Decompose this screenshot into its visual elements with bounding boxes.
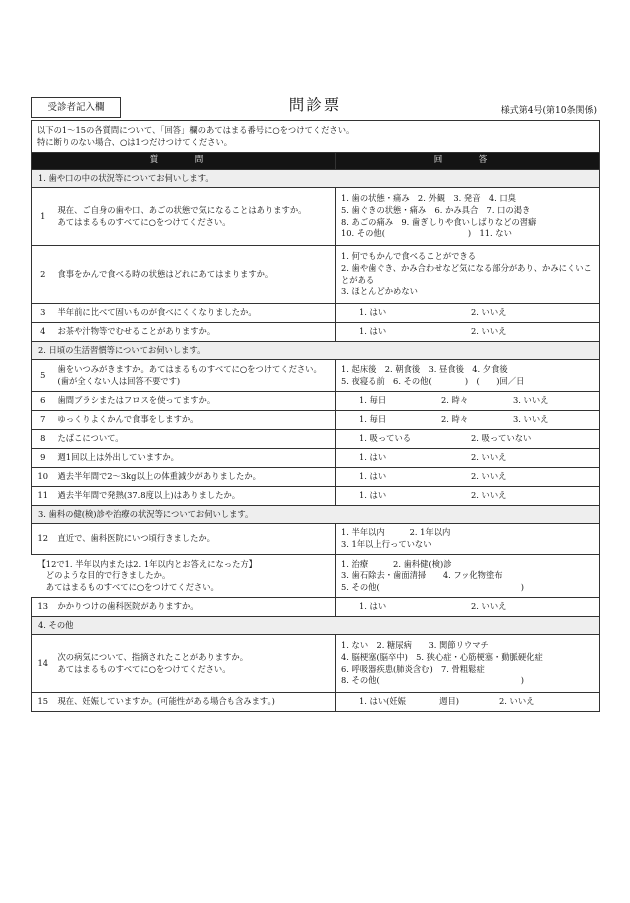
answer-option[interactable]: 1. はい <box>359 601 387 612</box>
question-row <box>32 360 600 392</box>
question-row <box>32 392 600 411</box>
answer-options[interactable] <box>336 449 600 468</box>
answer-option[interactable]: 1. はい <box>359 326 387 337</box>
question-text: 週1回以上は外出していますか。 <box>54 449 336 468</box>
answer-options[interactable] <box>336 188 600 246</box>
answer-line[interactable]: 5. 歯ぐきの状態・痛み 6. かみ具合 7. 口の渇き <box>341 204 531 215</box>
question-number: 2 <box>32 246 54 304</box>
question-number: 14 <box>32 635 54 693</box>
question-row <box>32 598 600 617</box>
section-heading: 1. 歯や口の中の状況等についてお伺いします。 <box>32 170 600 188</box>
question-line: あてはまるものすべてに○をつけてください。 <box>57 663 231 674</box>
answer-option[interactable]: 1. 毎日 <box>359 414 387 425</box>
answer-option[interactable]: 3. いいえ <box>513 395 549 406</box>
question-line: どのような目的で行きましたか。 <box>37 570 171 581</box>
answer-options[interactable] <box>336 430 600 449</box>
question-row <box>32 304 600 323</box>
question-number: 15 <box>32 693 54 712</box>
answer-line[interactable]: 2. 歯や歯ぐき、かみ合わせなど気になる部分があり、かみにくいことがある <box>341 262 592 285</box>
question-number: 8 <box>32 430 54 449</box>
question-row <box>32 468 600 487</box>
answer-option[interactable]: 3. いいえ <box>513 414 549 425</box>
section-heading: 3. 歯科の健(検)診や治療の状況等についてお伺いします。 <box>32 506 600 524</box>
question-line: あてはまるものすべてに○をつけてください。 <box>37 581 219 592</box>
question-line: 【12で1. 半年以内または2. 1年以内とお答えになった方】 <box>37 558 257 569</box>
question-text: 過去半年間で2～3kg以上の体重減少がありましたか。 <box>54 468 336 487</box>
answer-options[interactable] <box>336 392 600 411</box>
question-text <box>54 188 336 246</box>
answer-column-header: 回 答 <box>336 153 600 170</box>
question-text: 過去半年間で発熱(37.8度以上)はありましたか。 <box>54 487 336 506</box>
question-text: お茶や汁物等でむせることがありますか。 <box>54 323 336 342</box>
answer-options[interactable] <box>336 555 600 598</box>
answer-option[interactable]: 2. いいえ <box>471 601 507 612</box>
answer-line[interactable]: 3. 歯石除去・歯面清掃 4. フッ化物塗布 <box>341 570 503 581</box>
question-number: 6 <box>32 392 54 411</box>
answer-options[interactable] <box>336 524 600 555</box>
answer-line[interactable]: 8. その他( ) <box>341 675 524 686</box>
instructions-row <box>32 121 600 153</box>
question-text <box>32 555 336 598</box>
question-text: 半年前に比べて固いものが食べにくくなりましたか。 <box>54 304 336 323</box>
answer-option[interactable]: 2. いいえ <box>471 326 507 337</box>
question-text: 食事をかんで食べる時の状態はどれにあてはまりますか。 <box>54 246 336 304</box>
answer-option[interactable]: 2. 時々 <box>441 414 469 425</box>
answer-option[interactable]: 1. 毎日 <box>359 395 387 406</box>
question-line: 次の病気について、指摘されたことがありますか。 <box>57 651 248 662</box>
examinee-entry-label: 受診者記入欄 <box>31 97 121 118</box>
answer-options[interactable] <box>336 487 600 506</box>
question-number: 12 <box>32 524 54 555</box>
question-text: 現在、妊娠していますか。(可能性がある場合も含みます。) <box>54 693 336 712</box>
answer-options[interactable] <box>336 411 600 430</box>
answer-options[interactable] <box>336 468 600 487</box>
answer-option[interactable]: 2. 吸っていない <box>471 433 532 444</box>
section-heading: 2. 日頃の生活習慣等についてお伺いします。 <box>32 342 600 360</box>
question-row <box>32 188 600 246</box>
question-line: あてはまるものすべてに○をつけてください。 <box>57 216 231 227</box>
answer-option[interactable]: 2. いいえ <box>471 452 507 463</box>
answer-option[interactable]: 2. いいえ <box>471 490 507 501</box>
question-column-header: 質 問 <box>32 153 336 170</box>
answer-option[interactable]: 1. はい(妊娠 週目) <box>359 696 459 707</box>
question-number: 11 <box>32 487 54 506</box>
question-number: 10 <box>32 468 54 487</box>
question-row <box>32 693 600 712</box>
questionnaire-table <box>31 120 600 712</box>
instruction-line: 特に断りのない場合、○は1つだけつけてください。 <box>37 136 233 147</box>
question-row <box>32 487 600 506</box>
question-line: 現在、ご自身の歯や口、あごの状態で気になることはありますか。 <box>57 204 307 215</box>
answer-line[interactable]: 4. 脳梗塞(脳卒中) 5. 狭心症・心筋梗塞・動脈硬化症 <box>341 651 543 662</box>
answer-line[interactable]: 1. 起床後 2. 朝食後 3. 昼食後 4. 夕食後 <box>341 363 508 374</box>
question-number: 7 <box>32 411 54 430</box>
question-text: かかりつけの歯科医院がありますか。 <box>54 598 336 617</box>
question-row <box>32 323 600 342</box>
answer-line[interactable]: 1. 治療 2. 歯科健(検)診 <box>341 558 452 569</box>
answer-option[interactable]: 1. はい <box>359 452 387 463</box>
question-row <box>32 635 600 693</box>
question-row <box>32 411 600 430</box>
column-header-row <box>32 153 600 170</box>
question-text: たばこについて。 <box>54 430 336 449</box>
answer-option[interactable]: 2. いいえ <box>499 696 535 707</box>
question-text: 歯をいつみがきますか。あてはまるものすべてに○をつけてください。(歯が全くない人は回答不要です) <box>54 360 336 392</box>
question-number: 13 <box>32 598 54 617</box>
answer-line[interactable]: 1. 何でもかんで食べることができる <box>341 251 477 262</box>
answer-option[interactable]: 2. 時々 <box>441 395 469 406</box>
answer-options[interactable] <box>336 360 600 392</box>
question-number: 4 <box>32 323 54 342</box>
section-heading: 4. その他 <box>32 617 600 635</box>
question-number: 9 <box>32 449 54 468</box>
question-row <box>32 555 600 598</box>
answer-line[interactable]: 5. その他( ) <box>341 581 524 592</box>
answer-line[interactable]: 3. ほとんどかめない <box>341 286 418 297</box>
question-row <box>32 246 600 304</box>
form-number: 様式第4号(第10条関係) <box>500 106 597 116</box>
answer-options[interactable] <box>336 304 600 323</box>
question-text: ゆっくりよくかんで食事をしますか。 <box>54 411 336 430</box>
answer-option[interactable]: 1. 吸っている <box>359 433 412 444</box>
answer-options[interactable] <box>336 598 600 617</box>
answer-options[interactable] <box>336 635 600 693</box>
answer-option[interactable]: 2. いいえ <box>471 471 507 482</box>
answer-line[interactable]: 1. 半年以内 2. 1年以内 <box>341 527 451 538</box>
question-row <box>32 430 600 449</box>
question-number: 3 <box>32 304 54 323</box>
answer-options[interactable] <box>336 693 600 712</box>
question-row <box>32 524 600 555</box>
question-text: 直近で、歯科医院にいつ頃行きましたか。 <box>54 524 336 555</box>
answer-option[interactable]: 2. いいえ <box>471 307 507 318</box>
answer-line[interactable]: 10. その他( ) 11. ない <box>341 228 512 239</box>
answer-line[interactable]: 5. 夜寝る前 6. その他( ) ( )回／日 <box>341 375 525 386</box>
answer-line[interactable]: 6. 呼吸器疾患(肺炎含む) 7. 骨粗鬆症 <box>341 663 485 674</box>
answer-options[interactable] <box>336 323 600 342</box>
answer-options[interactable] <box>336 246 600 304</box>
answer-line[interactable]: 3. 1年以上行っていない <box>341 539 432 549</box>
answer-line[interactable]: 1. 歯の状態・痛み 2. 外観 3. 発音 4. 口臭 <box>341 193 516 204</box>
answer-option[interactable]: 1. はい <box>359 471 387 482</box>
answer-line[interactable]: 1. ない 2. 糖尿病 3. 関節リウマチ <box>341 640 489 651</box>
answer-option[interactable]: 1. はい <box>359 307 387 318</box>
question-number: 5 <box>32 360 54 392</box>
answer-option[interactable]: 1. はい <box>359 490 387 501</box>
question-row <box>32 449 600 468</box>
instruction-line: 以下の1～15の各質問について、「回答」欄のあてはまる番号に○をつけてください。 <box>37 124 355 135</box>
question-number: 1 <box>32 188 54 246</box>
question-text <box>54 635 336 693</box>
page-title: 問診票 <box>288 96 342 114</box>
answer-line[interactable]: 8. あごの痛み 9. 歯ぎしりや食いしばりなどの習癖 <box>341 216 537 227</box>
question-text: 歯間ブラシまたはフロスを使ってますか。 <box>54 392 336 411</box>
